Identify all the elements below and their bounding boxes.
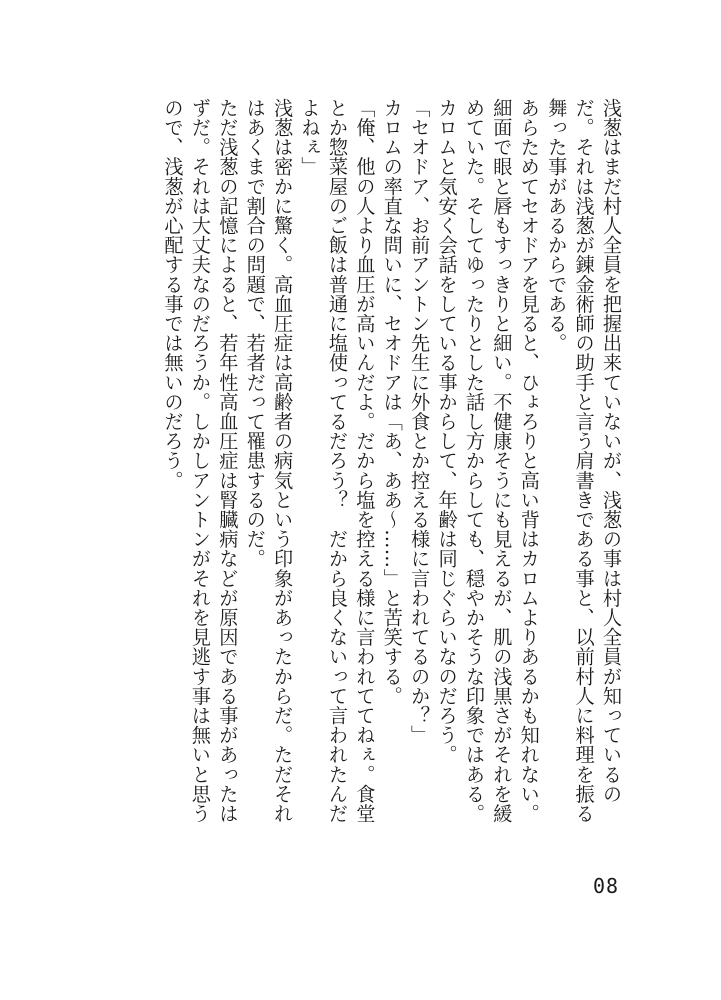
paragraph-7: ただ浅葱の記憶によると、若年性高血圧症は腎臓病などが原因である事があったはずだ。それは大丈夫なのだろうか。しかしアントンがそれを見逃す事は無いと思うので、浅葱が心配する事では無いのだろう。 (161, 98, 240, 824)
paragraph-3: 「セオドア、お前アントン先生に外食とか控える様に言われてるのか？」 (408, 98, 432, 745)
paragraph-2: あらためてセオドアを見ると、ひょろりと高い背はカロムよりあるかも知れない。細面で眼と唇もすっきりと細い。不健康そうにも見えるが、肌の浅黒さがそれを緩めていた。そしてゆったりとした話し方からしても、穏やかそうな印象ではある。カロムと気安く会話をしている事からして、年齢は同じぐらいなのだろう。 (435, 98, 541, 824)
paragraph-6: 浅葱は密かに驚く。高血圧症は高齢者の病気という印象があったからだ。ただそれはあくまで割合の問題で、若者だって罹患するのだ。 (243, 98, 295, 824)
page-number: 08 (593, 874, 620, 898)
paragraph-5: 「俺、他の人より血圧が高いんだよ。だから塩を控える様に言われててねぇ。食堂とか惣菜屋のご飯は普通に塩使ってるだろう？ だから良くないって言われたんだよねぇ」 (298, 98, 377, 824)
vertical-text-body (159, 98, 625, 838)
paragraph-4: カロムの率直な問いに、セオドアは「あ、ああ〜……」と苦笑する。 (380, 98, 404, 706)
paragraph-1: 浅葱はまだ村人全員を把握出来ていないが、浅葱の事は村人全員が知っているのだ。それは浅葱が錬金術師の助手と言う肩書きである事と、以前村人に料理を振る舞った事があるからである。 (545, 98, 623, 824)
